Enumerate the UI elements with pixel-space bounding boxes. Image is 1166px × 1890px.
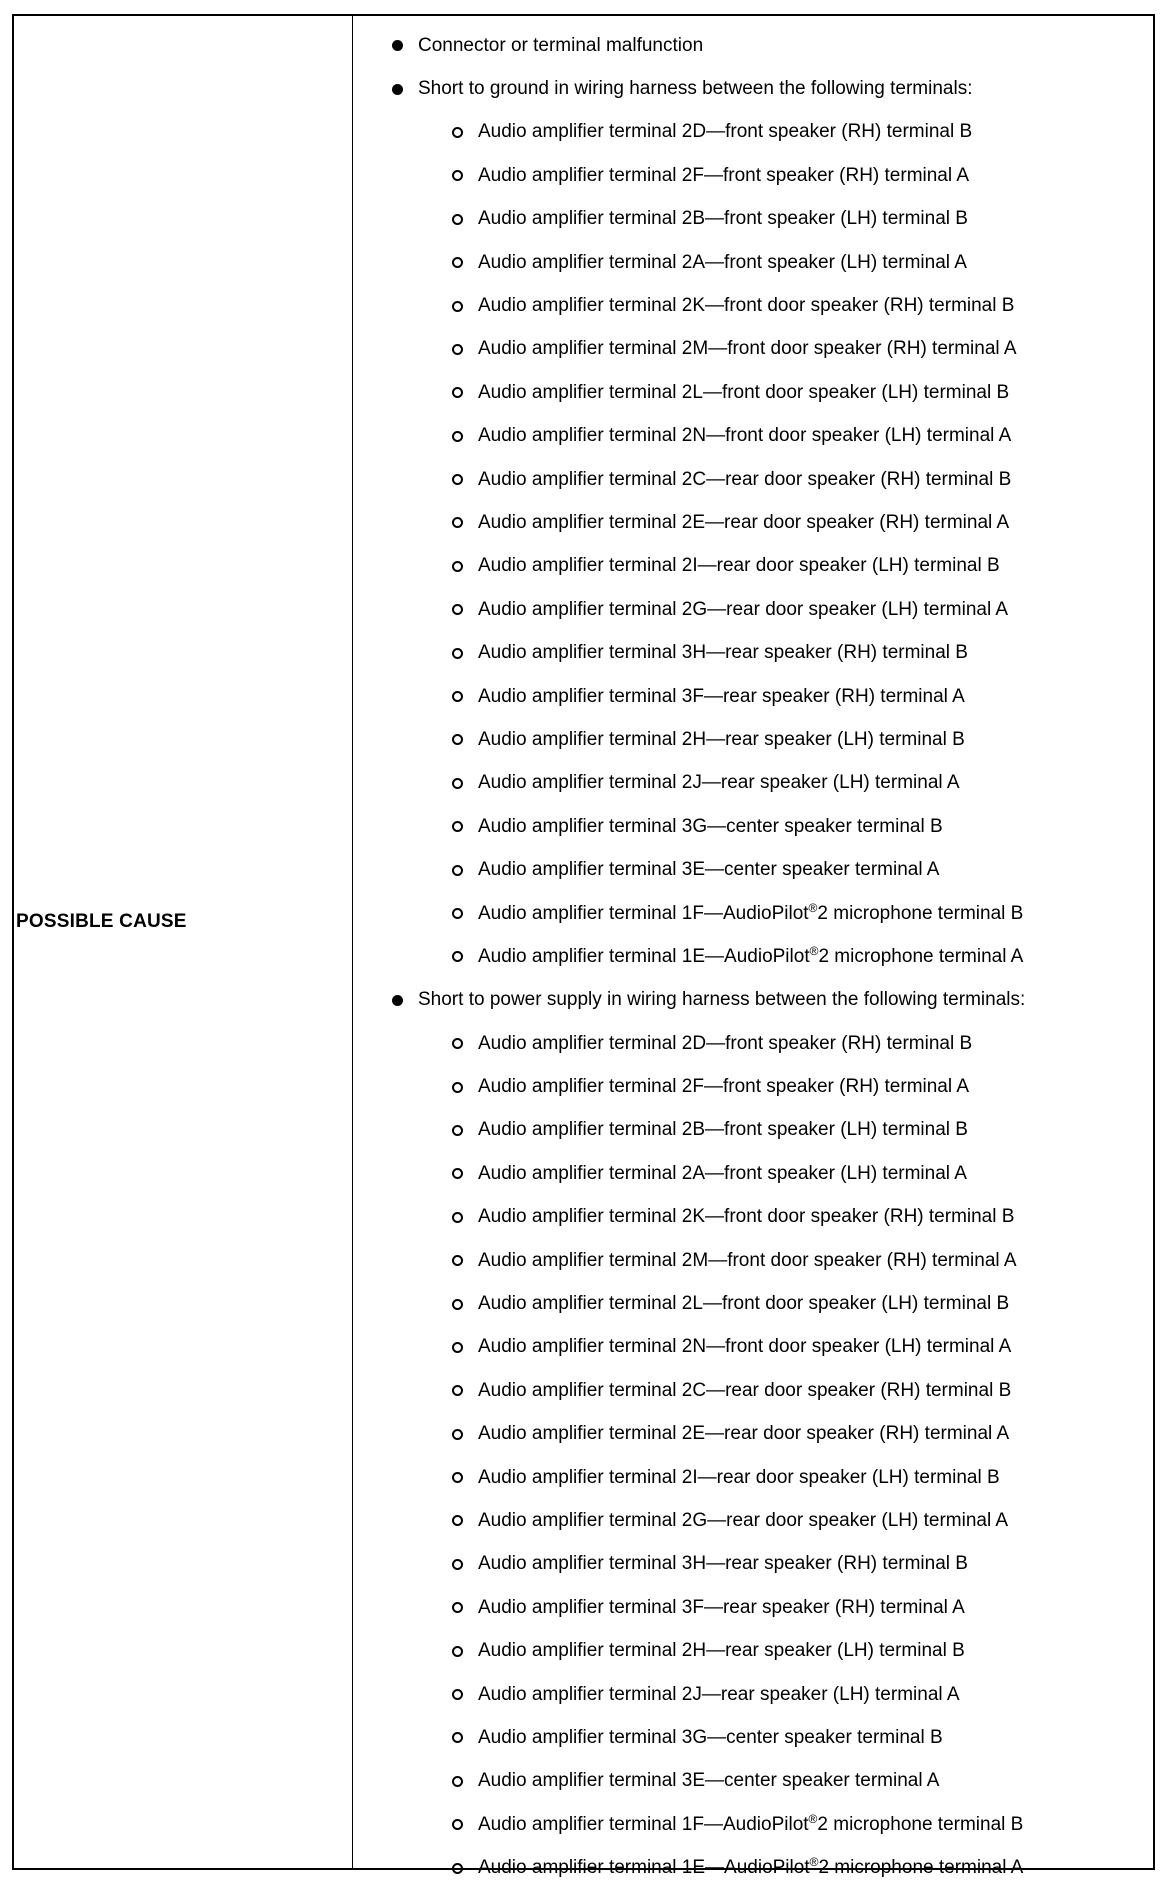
terminal-pair-text: Audio amplifier terminal 2M—front door speaker (RH) terminal A bbox=[478, 338, 1017, 360]
terminal-pair-text: Audio amplifier terminal 2J—rear speaker (LH) terminal A bbox=[478, 772, 960, 794]
terminal-pair-item bbox=[353, 805, 1153, 848]
terminal-pair-item bbox=[353, 284, 1153, 327]
circle-bullet-icon bbox=[452, 127, 463, 138]
terminal-pair-text: Audio amplifier terminal 2A—front speaker (LH) terminal A bbox=[478, 1162, 967, 1184]
circle-bullet-icon bbox=[452, 474, 463, 485]
terminal-pair-text: Audio amplifier terminal 2L—front door speaker (LH) terminal B bbox=[478, 381, 1010, 403]
possible-cause-table bbox=[12, 14, 1155, 1879]
circle-bullet-icon bbox=[452, 1732, 463, 1743]
circle-bullet-icon bbox=[452, 778, 463, 789]
terminal-pair-text: Audio amplifier terminal 1F—AudioPilot®2 microphone terminal B bbox=[478, 900, 1024, 924]
terminal-pair-text: Audio amplifier terminal 3E—center speaker terminal A bbox=[478, 859, 940, 881]
terminal-pair-item bbox=[353, 631, 1153, 674]
terminal-pair-text: Audio amplifier terminal 1E—AudioPilot®2 microphone terminal A bbox=[478, 1855, 1024, 1879]
terminal-pair-item bbox=[353, 892, 1153, 935]
circle-bullet-icon bbox=[452, 1212, 463, 1223]
cause-group-heading bbox=[353, 67, 1153, 110]
terminal-pair-text: Audio amplifier terminal 3F—rear speaker (RH) terminal A bbox=[478, 1596, 965, 1618]
terminal-pair-item bbox=[353, 1109, 1153, 1152]
cause-group-heading bbox=[353, 979, 1153, 1022]
circle-bullet-icon bbox=[452, 1819, 463, 1830]
terminal-pair-item bbox=[353, 718, 1153, 761]
possible-cause-label: POSSIBLE CAUSE bbox=[16, 911, 187, 932]
disc-bullet-icon bbox=[392, 995, 403, 1006]
circle-bullet-icon bbox=[452, 1255, 463, 1266]
terminal-pair-item bbox=[353, 1282, 1153, 1325]
terminal-pair-item bbox=[353, 1152, 1153, 1195]
circle-bullet-icon bbox=[452, 387, 463, 398]
cause-group-heading-text: Short to power supply in wiring harness between the following terminals: bbox=[418, 989, 1026, 1011]
circle-bullet-icon bbox=[452, 604, 463, 615]
terminal-pair-item bbox=[353, 762, 1153, 805]
terminal-pair-item bbox=[353, 1586, 1153, 1629]
circle-bullet-icon bbox=[452, 301, 463, 312]
circle-bullet-icon bbox=[452, 1168, 463, 1179]
circle-bullet-icon bbox=[452, 1472, 463, 1483]
terminal-pair-item bbox=[353, 501, 1153, 544]
terminal-pair-item bbox=[353, 1369, 1153, 1412]
terminal-pair-item bbox=[353, 1499, 1153, 1542]
terminal-pair-item bbox=[353, 935, 1153, 978]
circle-bullet-icon bbox=[452, 821, 463, 832]
terminal-pair-item bbox=[353, 1022, 1153, 1065]
circle-bullet-icon bbox=[452, 214, 463, 225]
terminal-pair-text: Audio amplifier terminal 2C—rear door speaker (RH) terminal B bbox=[478, 1379, 1012, 1401]
circle-bullet-icon bbox=[452, 1776, 463, 1787]
terminal-pair-item bbox=[353, 111, 1153, 154]
terminal-pair-item bbox=[353, 588, 1153, 631]
circle-bullet-icon bbox=[452, 691, 463, 702]
cause-item-text: Connector or terminal malfunction bbox=[418, 34, 704, 56]
terminal-pair-text: Audio amplifier terminal 2B—front speaker (LH) terminal B bbox=[478, 1119, 968, 1141]
circle-bullet-icon bbox=[452, 257, 463, 268]
circle-bullet-icon bbox=[452, 170, 463, 181]
terminal-pair-text: Audio amplifier terminal 2J—rear speaker (LH) terminal A bbox=[478, 1683, 960, 1705]
terminal-pair-item bbox=[353, 1629, 1153, 1672]
terminal-pair-item bbox=[353, 1716, 1153, 1759]
circle-bullet-icon bbox=[452, 1863, 463, 1874]
terminal-pair-item bbox=[353, 1326, 1153, 1369]
terminal-pair-item bbox=[353, 1065, 1153, 1108]
circle-bullet-icon bbox=[452, 1559, 463, 1570]
terminal-pair-text: Audio amplifier terminal 2N—front door speaker (LH) terminal A bbox=[478, 1336, 1012, 1358]
circle-bullet-icon bbox=[452, 865, 463, 876]
circle-bullet-icon bbox=[452, 431, 463, 442]
terminal-pair-item bbox=[353, 1803, 1153, 1846]
terminal-pair-text: Audio amplifier terminal 2H—rear speaker (LH) terminal B bbox=[478, 728, 965, 750]
terminal-pair-item bbox=[353, 1846, 1153, 1889]
terminal-pair-item bbox=[353, 1413, 1153, 1456]
terminal-pair-text: Audio amplifier terminal 3G—center speaker terminal B bbox=[478, 1726, 943, 1748]
circle-bullet-icon bbox=[452, 1125, 463, 1136]
terminal-pair-item bbox=[353, 328, 1153, 371]
circle-bullet-icon bbox=[452, 1646, 463, 1657]
circle-bullet-icon bbox=[452, 648, 463, 659]
circle-bullet-icon bbox=[452, 1602, 463, 1613]
cause-list bbox=[353, 16, 1153, 1879]
terminal-pair-text: Audio amplifier terminal 2D—front speaker (RH) terminal B bbox=[478, 1032, 973, 1054]
circle-bullet-icon bbox=[452, 1515, 463, 1526]
terminal-pair-text: Audio amplifier terminal 2I—rear door speaker (LH) terminal B bbox=[478, 555, 1000, 577]
terminal-pair-item bbox=[353, 1196, 1153, 1239]
terminal-pair-item bbox=[353, 1760, 1153, 1803]
circle-bullet-icon bbox=[452, 344, 463, 355]
circle-bullet-icon bbox=[452, 1689, 463, 1700]
terminal-pair-text: Audio amplifier terminal 2C—rear door speaker (RH) terminal B bbox=[478, 468, 1012, 490]
terminal-pair-item bbox=[353, 198, 1153, 241]
terminal-pair-text: Audio amplifier terminal 2K—front door speaker (RH) terminal B bbox=[478, 295, 1015, 317]
cause-item bbox=[353, 24, 1153, 67]
label-cell bbox=[14, 16, 353, 1868]
terminal-pair-text: Audio amplifier terminal 2N—front door speaker (LH) terminal A bbox=[478, 425, 1012, 447]
terminal-pair-text: Audio amplifier terminal 3F—rear speaker (RH) terminal A bbox=[478, 685, 965, 707]
terminal-pair-text: Audio amplifier terminal 3H—rear speaker (RH) terminal B bbox=[478, 642, 968, 664]
terminal-pair-text: Audio amplifier terminal 2F—front speaker (RH) terminal A bbox=[478, 1076, 970, 1098]
terminal-pair-item bbox=[353, 1543, 1153, 1586]
circle-bullet-icon bbox=[452, 561, 463, 572]
terminal-pair-text: Audio amplifier terminal 3E—center speaker terminal A bbox=[478, 1770, 940, 1792]
terminal-pair-text: Audio amplifier terminal 1F—AudioPilot®2 microphone terminal B bbox=[478, 1811, 1024, 1835]
terminal-pair-item bbox=[353, 675, 1153, 718]
terminal-pair-item bbox=[353, 371, 1153, 414]
disc-bullet-icon bbox=[392, 84, 403, 95]
circle-bullet-icon bbox=[452, 517, 463, 528]
circle-bullet-icon bbox=[452, 908, 463, 919]
terminal-pair-text: Audio amplifier terminal 2E—rear door speaker (RH) terminal A bbox=[478, 511, 1010, 533]
terminal-pair-text: Audio amplifier terminal 2K—front door speaker (RH) terminal B bbox=[478, 1206, 1015, 1228]
terminal-pair-text: Audio amplifier terminal 2A—front speaker (LH) terminal A bbox=[478, 251, 967, 273]
terminal-pair-item bbox=[353, 848, 1153, 891]
terminal-pair-text: Audio amplifier terminal 2E—rear door speaker (RH) terminal A bbox=[478, 1423, 1010, 1445]
terminal-pair-item bbox=[353, 545, 1153, 588]
disc-bullet-icon bbox=[392, 40, 403, 51]
terminal-pair-text: Audio amplifier terminal 2B—front speaker (LH) terminal B bbox=[478, 208, 968, 230]
terminal-pair-text: Audio amplifier terminal 2D—front speaker (RH) terminal B bbox=[478, 121, 973, 143]
terminal-pair-text: Audio amplifier terminal 3G—center speaker terminal B bbox=[478, 815, 943, 837]
terminal-pair-item bbox=[353, 458, 1153, 501]
terminal-pair-item bbox=[353, 1239, 1153, 1282]
terminal-pair-item bbox=[353, 241, 1153, 284]
terminal-pair-text: Audio amplifier terminal 2F—front speaker (RH) terminal A bbox=[478, 164, 970, 186]
terminal-pair-text: Audio amplifier terminal 2G—rear door speaker (LH) terminal A bbox=[478, 598, 1009, 620]
circle-bullet-icon bbox=[452, 951, 463, 962]
terminal-pair-item bbox=[353, 154, 1153, 197]
circle-bullet-icon bbox=[452, 1342, 463, 1353]
terminal-pair-text: Audio amplifier terminal 3H—rear speaker (RH) terminal B bbox=[478, 1553, 968, 1575]
terminal-pair-item bbox=[353, 1673, 1153, 1716]
circle-bullet-icon bbox=[452, 1385, 463, 1396]
circle-bullet-icon bbox=[452, 1299, 463, 1310]
circle-bullet-icon bbox=[452, 1038, 463, 1049]
terminal-pair-text: Audio amplifier terminal 2G—rear door speaker (LH) terminal A bbox=[478, 1509, 1009, 1531]
terminal-pair-text: Audio amplifier terminal 2I—rear door speaker (LH) terminal B bbox=[478, 1466, 1000, 1488]
terminal-pair-item bbox=[353, 1456, 1153, 1499]
terminal-pair-text: Audio amplifier terminal 2M—front door speaker (RH) terminal A bbox=[478, 1249, 1017, 1271]
cause-group-heading-text: Short to ground in wiring harness between the following terminals: bbox=[418, 78, 973, 100]
circle-bullet-icon bbox=[452, 734, 463, 745]
circle-bullet-icon bbox=[452, 1429, 463, 1440]
terminal-pair-text: Audio amplifier terminal 2H—rear speaker (LH) terminal B bbox=[478, 1640, 965, 1662]
terminal-pair-text: Audio amplifier terminal 1E—AudioPilot®2 microphone terminal A bbox=[478, 943, 1024, 967]
terminal-pair-item bbox=[353, 415, 1153, 458]
terminal-pair-text: Audio amplifier terminal 2L—front door speaker (LH) terminal B bbox=[478, 1293, 1010, 1315]
circle-bullet-icon bbox=[452, 1082, 463, 1093]
